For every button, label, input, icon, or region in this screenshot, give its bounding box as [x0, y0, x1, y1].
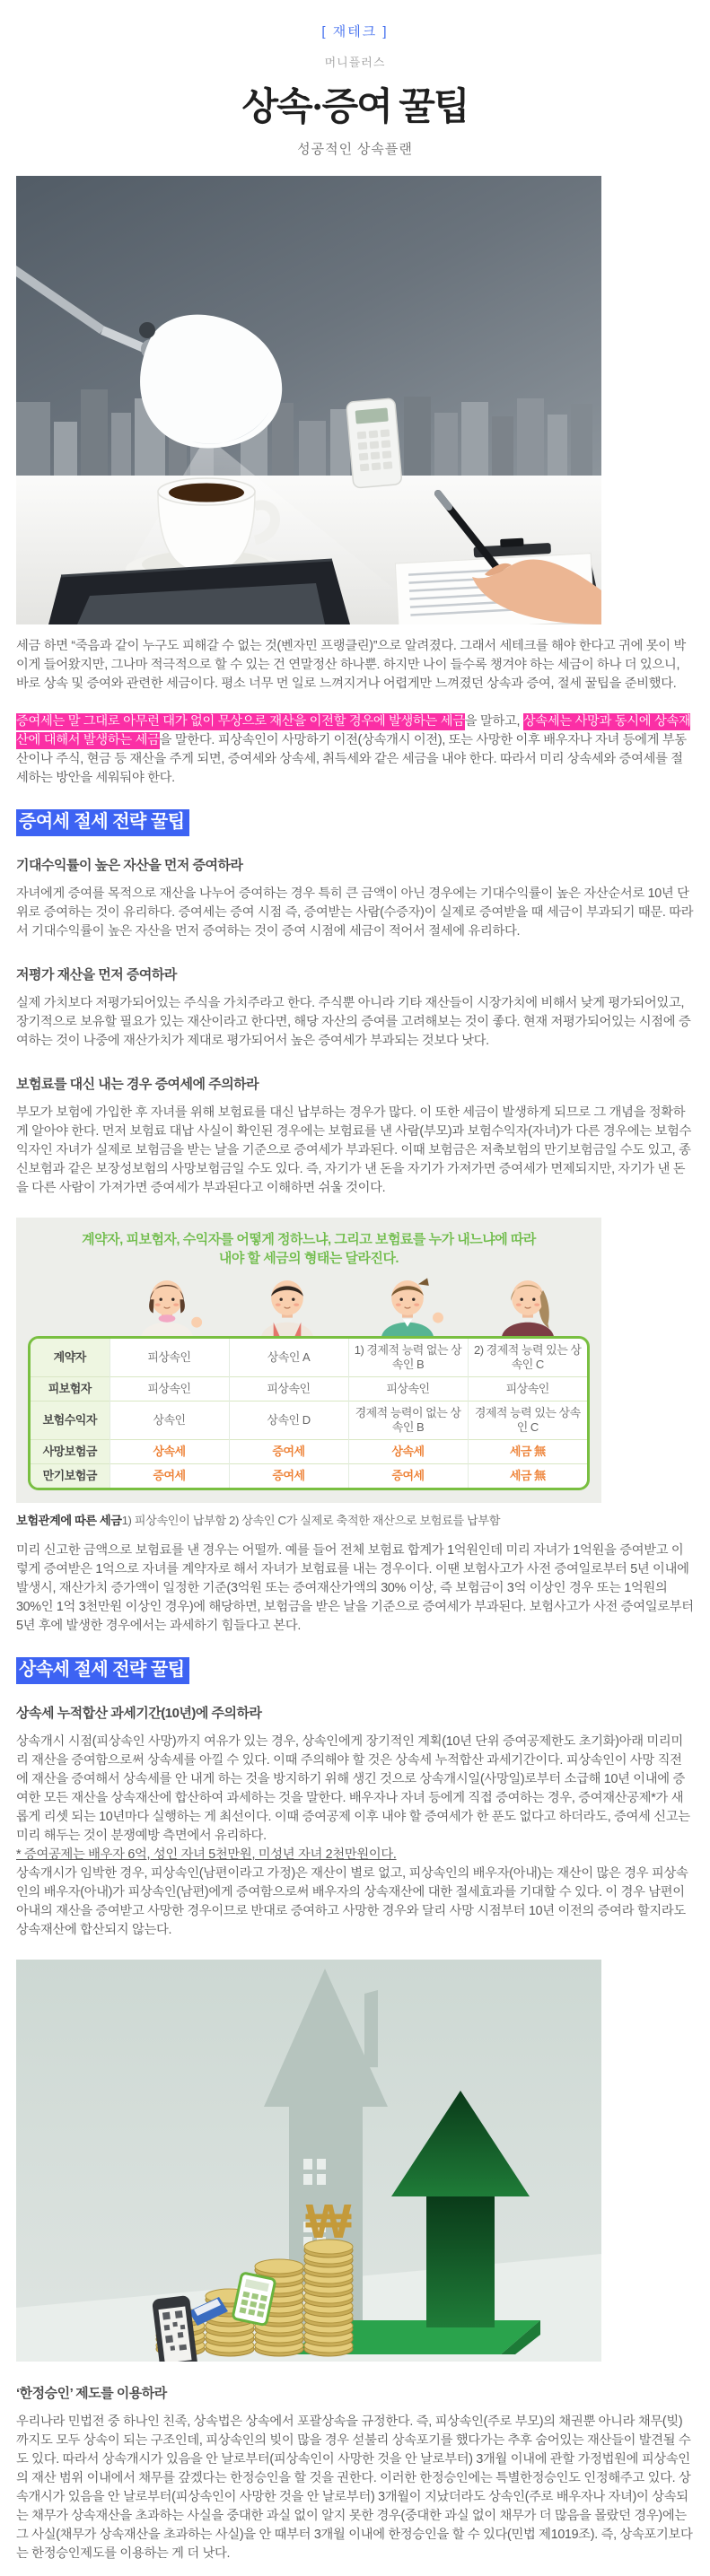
- section-heading-inheritance-tax: [16, 1658, 694, 1680]
- definition-paragraph: [16, 712, 694, 788]
- table-cell: 2) 경제적 능력 있는 상속인 C: [468, 1339, 587, 1377]
- definition-text-2: 을 말한다. 피상속인이 사망하기 이전(상속개시 이전), 또는 사망한 이후 배우자나 자녀 등에게 부동산이나 주식, 현금 등 재산을 주게 되면, 증여세와 상속세, 취득세와 같은 세금을 내야 한다. 따라서 미리 상속세와 증여세를 절세하는 방안을 세워둬야 한다.: [16, 733, 687, 785]
- page-subtitle: 성공적인 상속플랜: [297, 143, 413, 157]
- tip-body-cumulative-period: 상속개시 시점(피상속인 사망)까지 여유가 있는 경우, 상속인에게 장기적인 계획(10년 단위 증여공제한도 초기화)아래 미리미리 재산을 증여함으로써 상속세를 아낄 수 있다. 이때 주의해야 할 것은 상속세 누적합산 과세기간이다. 피상속인이 사망 직전에 재산을 증여해서 상속세를 안 내게 하는 것을 방지하기 위해 생긴 것으로 상속개시일(사망일)로부터 소급해 10년 이내에 증여한 모든 재산을 상속재산에 합산하여 과세하는 것을 말한다. 배우자나 자녀 등에게 직접 증여하는 경우, 증여재산공제*가 새롭게 리셋 되는 10년마다 실행하는 게 최선이다. 이때 증여공제 이후 내야 할 증여세가 한 푼도 없다고 하더라도, 증여세 신고는 미리 해두는 것이 분쟁예방 측면에서 유리하다.: [16, 1734, 690, 1843]
- brand-label: 머니플러스: [324, 56, 386, 69]
- table-footnote-title: 보험관계에 따른 세금: [16, 1514, 122, 1527]
- category-label[interactable]: [ 재테크 ]: [321, 24, 389, 39]
- table-footnote: [16, 1512, 694, 1529]
- tip-title-insurance: 보험료를 대신 내는 경우 증여세에 주의하라: [16, 1077, 259, 1092]
- table-cell: 피상속인: [110, 1339, 229, 1377]
- hero-photo: [16, 176, 601, 624]
- table-row: [31, 1440, 587, 1464]
- table-row: [31, 1464, 587, 1489]
- row-label: 만기보험금: [31, 1464, 110, 1489]
- table-cell: 피상속인: [110, 1377, 229, 1402]
- tip-title-cumulative-period: 상속세 누적합산 과세기간(10년)에 주의하라: [16, 1706, 262, 1721]
- insurance-tax-table-border: [28, 1336, 590, 1490]
- gift-tax-highlight: 증여세는 말 그대로 아무런 대가 없이 무상으로 재산을 이전할 경우에 발생하는 세금: [16, 714, 465, 729]
- table-cell: 증여세: [229, 1464, 348, 1489]
- table-cell: 상속인: [110, 1402, 229, 1440]
- spouse-gift-paragraph: 상속개시가 임박한 경우, 피상속인(남편이라고 가정)은 재산이 별로 없고, 피상속인의 배우자(아내)는 재산이 많은 경우 피상속인의 배우자(아내)가 피상속인(남편)에게 증여함으로써 배우자의 상속재산에 대한 절세효과를 기대할 수 있다. 이 경우 남편이 아내의 재산을 증여받고 사망한 경우이므로 반대로 증여하고 사망한 경우와 달리 사망 시점부터 10년 이전의 증여라 할지라도 상속재산에 합산되지 않는다.: [16, 1866, 688, 1937]
- table-cell: 경제적 능력 있는 상속인 C: [468, 1402, 587, 1440]
- table-row: [31, 1377, 587, 1402]
- won-symbol: ₩: [305, 2195, 352, 2249]
- table-cell: 1) 경제적 능력 없는 상속인 B: [348, 1339, 468, 1377]
- prepaid-insurance-paragraph: 미리 신고한 금액으로 보험료를 낸 경우는 어떨까. 예를 들어 전체 보험료 합계가 1억원인데 미리 자녀가 1억원을 증여받고 이렇게 증여받은 1억으로 자녀를 계약자로 해서 자녀가 보험료를 내는 경우이다. 이땐 보험사고가 사전 증여일로부터 5년 이내에 발생시, 재산가치 증가액이 일정한 기준(3억원 또는 증여재산가액의 30% 이상, 즉 보험금이 3억 이상인 경우 또는 1억원의 30%인 1억 3천만원 이상인 경우)에 해당하면, 보험금을 받은 날을 기준으로 증여세가 부과된다. 보험사고가 사전 증여일로부터 5년 후에 발생한 경우에서는 과세하기 힘들다고 본다.: [16, 1543, 694, 1633]
- coin-stack-4: [304, 2240, 353, 2356]
- person-illustration-4: [468, 1271, 588, 1336]
- row-label: 피보험자: [31, 1377, 110, 1402]
- final-tip-title: ‘한정승인’ 제도를 이용하라: [16, 2386, 167, 2401]
- table-cell: 피상속인: [229, 1377, 348, 1402]
- person-illustrations: [107, 1271, 590, 1336]
- table-cell: 세금 無: [468, 1440, 587, 1464]
- table-footnote-text: 1) 피상속인이 납부함 2) 상속인 C가 실제로 축적한 재산으로 보험료를 납부함: [121, 1514, 501, 1527]
- tip-title-undervalued: 저평가 재산을 먼저 증여하라: [16, 967, 177, 982]
- inheritance-tax-section-title: 상속세 절세 전략 꿀팁: [16, 1657, 189, 1684]
- insurance-tax-table: [31, 1339, 587, 1488]
- table-cell: 피상속인: [348, 1377, 468, 1402]
- person-illustration-1: [107, 1271, 227, 1336]
- table-cell: 증여세: [348, 1464, 468, 1489]
- row-label: 보험수익자: [31, 1402, 110, 1440]
- row-label: 계약자: [31, 1339, 110, 1377]
- inheritance-tax-highlight: 상속세는 사망과 동시에 상속재산에 대해서 발생하는 세금: [16, 714, 691, 747]
- insurance-infographic: [16, 1218, 601, 1503]
- table-row: [31, 1402, 587, 1440]
- page-title: 상속·증여 꿀팁: [241, 87, 469, 128]
- table-cell: 증여세: [110, 1464, 229, 1489]
- table-cell: 상속인 D: [229, 1402, 348, 1440]
- section-heading-gift-tax: [16, 810, 694, 832]
- final-tip-body: 우리나라 민법전 중 하나인 친족, 상속법은 상속에서 포괄상속을 규정한다. 즉, 피상속인(주로 부모)의 채권뿐 아니라 채무(빚)까지도 모두 상속이 되는 구조인데, 피상속인의 빚이 많을 경우 섣불리 상속포기를 했다가는 추후 숨어있는 재산들이 발견될 수도 있다. 따라서 상속개시가 있음을 안 날로부터(피상속인이 사망한 것을 안 날로부터) 3개월 이내에 관할 가정법원에 피상속인의 재산 범위 이내에서 채무를 갚겠다는 한정승인을 할 것을 권한다. 이러한 한정승인에는 특별한정승인도 인정해주고 있다. 상속개시가 있음을 안 날로부터(피상속인이 사망한 것을 안 날로부터) 3개월이 지났더라도 상속인(주로 배우자나 자녀)이 상속되는 채무가 상속재산을 초과하는 사실을 중대한 과실 없이 알지 못한 경우(중대한 과실 없이 채무가 더 많음을 몰랐던 경우)에는 그 사실(채무가 상속재산을 초과하는 사실)을 안 때부터 3개월 이내에 한정승인을 할 수 있다(민법 제1019조). 즉, 상속포기보다는 한정승인제도를 이용하는 게 더 낫다.: [16, 2414, 693, 2561]
- tip-body-insurance: 부모가 보험에 가입한 후 자녀를 위해 보험료를 대신 납부하는 경우가 많다. 이 또한 세금이 발생하게 되므로 그 개념을 정확하게 알아야 한다. 먼저 보험료 대납 사실이 확인된 경우에는 보험료를 낸 사람(부모)과 보험수익자(자녀)가 다른 경우에는 보험수익자인 자녀가 실제로 보험금을 받는 날을 기준으로 증여세가 부과된다. 이때 보험금은 저축보험의 만기보험금일 수도 있고, 종신보험과 같은 보장성보험의 사망보험금일 수도 있다. 즉, 자기가 낸 돈을 자기가 가져가면 증여세가 면제되지만, 자기가 낸 돈을 다른 사람이 가져가면 증여세가 부과된다고 이해하면 쉬울 것이다.: [16, 1105, 692, 1195]
- article-content: [0, 176, 710, 2576]
- growth-illustration: [16, 1960, 601, 2362]
- row-label: 사망보험금: [31, 1440, 110, 1464]
- hero-photo-illustration: [16, 176, 601, 624]
- infographic-caption-line1: 계약자, 피보험자, 수익자를 어떻게 정하느냐, 그리고 보험료를 누가 내느냐에 따라: [82, 1232, 536, 1247]
- tip-body-high-return: 자녀에게 증여를 목적으로 재산을 나누어 증여하는 경우 특히 큰 금액이 아닌 경우에는 기대수익률이 높은 자산순서로 10년 단위로 증여하는 것이 유리하다. 증여세는 증여 시점 즉, 증여받는 사람(수증자)이 실제로 증여받을 때 세금이 부과되기 때문. 따라서 기대수익률이 높은 자산을 먼저 증여하는 것이 증여 시점에 세금이 적어서 절세에 유리하다.: [16, 886, 694, 939]
- table-cell: 피상속인: [468, 1377, 587, 1402]
- intro-paragraph: 세금 하면 “죽음과 같이 누구도 피해갈 수 없는 것(벤자민 프랭클린)”으로 알려졌다. 그래서 세테크를 해야 한다고 귀에 못이 박이게 들어왔지만, 그나마 적극적으로 할 수 있는 건 연말정산 하나뿐. 하지만 나이 들수록 챙겨야 하는 세금이 하나 더 있으니, 바로 상속 및 증여와 관련한 세금이다. 평소 너무 먼 일로 느껴지거나 어렵게만 느껴졌던 상속과 증여, 절세 꿀팁을 준비했다.: [16, 639, 686, 691]
- article-header: [0, 0, 710, 158]
- table-cell: 상속인 A: [229, 1339, 348, 1377]
- tip-title-high-return: 기대수익률이 높은 자산을 먼저 증여하라: [16, 858, 243, 873]
- person-illustration-3: [347, 1271, 468, 1336]
- table-cell: 상속세: [348, 1440, 468, 1464]
- gift-tax-section-title: 증여세 절세 전략 꿀팁: [16, 809, 189, 836]
- table-cell: 상속세: [110, 1440, 229, 1464]
- table-cell: 경제적 능력이 없는 상속인 B: [348, 1402, 468, 1440]
- table-row: [31, 1339, 587, 1377]
- infographic-caption-line2: 내야 할 세금의 형태는 달라진다.: [218, 1251, 399, 1266]
- definition-text-1: 을 말하고,: [464, 714, 523, 729]
- table-cell: 세금 無: [468, 1464, 587, 1489]
- tip-body-undervalued: 실제 가치보다 저평가되어있는 주식을 가치주라고 한다. 주식뿐 아니라 기타 재산들이 시장가치에 비해서 낮게 평가되어있고, 장기적으로 보유할 필요가 있는 재산이라고 한다면, 해당 자산의 증여를 고려해보는 것이 좋다. 현재 저평가되어있는 시점에 증여하는 것이 나중에 재산가치가 제대로 평가되어서 높은 증여세가 부과되는 것보다 낫다.: [16, 996, 691, 1048]
- gift-deduction-note: * 증여공제는 배우자 6억, 성인 자녀 5천만원, 미성년 자녀 2천만원이다.: [16, 1847, 397, 1862]
- calculator-icon: [346, 398, 402, 488]
- growth-illustration-svg: [16, 1960, 601, 2362]
- person-illustration-2: [227, 1271, 347, 1336]
- table-cell: 증여세: [229, 1440, 348, 1464]
